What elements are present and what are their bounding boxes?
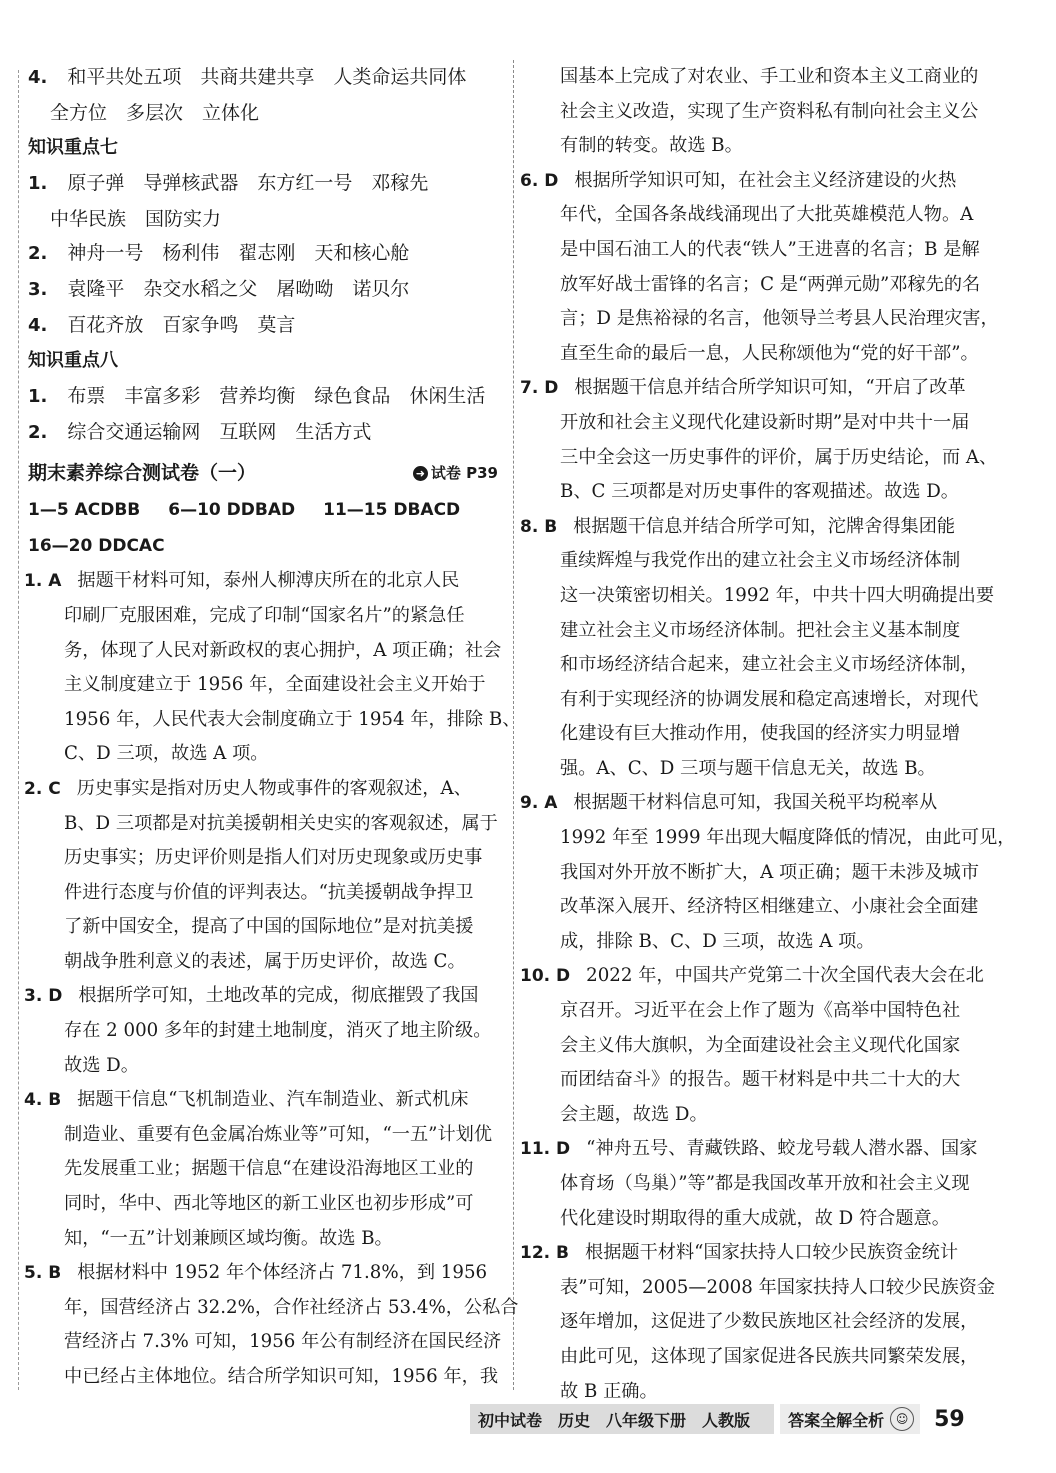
explanation-line: 体育场（鸟巢）”等”都是我国改革开放和社会主义现 bbox=[560, 1173, 970, 1194]
explanation-line bbox=[24, 1083, 508, 1118]
binding-margin bbox=[0, 60, 14, 1380]
answer-number: 9. A bbox=[520, 793, 558, 814]
choice-answer-row bbox=[28, 492, 508, 528]
answer-line bbox=[28, 272, 508, 308]
item-number: 1. bbox=[28, 173, 48, 195]
left-column bbox=[24, 60, 521, 1395]
explanation-line: B、C 三项都是对历史事件的客观描述。故选 D。 bbox=[560, 481, 959, 503]
choice-answer-group: 1—5 ACDBB bbox=[28, 500, 141, 521]
footer-tag-box bbox=[780, 1404, 920, 1434]
explanation-text: 根据题干材料“国家扶持人口较少民族资金统计 bbox=[585, 1242, 959, 1264]
page-footer bbox=[470, 1402, 1010, 1436]
explanation-line: 有制的转变。故选 B。 bbox=[560, 135, 743, 157]
answer-number: 10. D bbox=[520, 966, 571, 987]
explanation-line bbox=[520, 786, 1004, 821]
explanation-line: 年，国营经济占 32.2%，合作社经济占 53.4%，公私合 bbox=[64, 1296, 519, 1318]
footer-item: 八年级下册 bbox=[606, 1410, 687, 1430]
choice-answer-row bbox=[28, 528, 508, 564]
explanation-line: 社会主义改造，实现了生产资料私有制向社会主义公 bbox=[560, 100, 979, 122]
explanation-line: C、D 三项，故选 A 项。 bbox=[64, 743, 269, 765]
section-heading: 知识重点七 bbox=[28, 137, 118, 159]
item-number: 4. bbox=[28, 314, 48, 336]
choice-answer-group: 6—10 DDBAD bbox=[168, 500, 296, 521]
explanation-line: 重续辉煌与我党作出的建立社会主义市场经济体制 bbox=[560, 550, 961, 572]
explanation-line: 朝战争胜利意义的表述，属于历史评价，故选 C。 bbox=[64, 950, 466, 972]
answer-number: 7. D bbox=[520, 378, 559, 399]
mascot-icon: ☺ bbox=[890, 1407, 914, 1431]
answer-line bbox=[28, 379, 508, 415]
explanation-line bbox=[24, 772, 508, 807]
answer-explanation bbox=[24, 772, 508, 980]
answer-explanation bbox=[520, 1132, 1004, 1236]
explanation-line bbox=[520, 371, 1004, 406]
answer-line-continued: 全方位 多层次 立体化 bbox=[50, 101, 260, 124]
explanation-line: 建立社会主义市场经济体制。把社会主义基本制度 bbox=[560, 619, 961, 641]
explanation-line: 年代，全国各条战线涌现出了大批英雄模范人物。A bbox=[560, 204, 974, 226]
explanation-text: 根据所学可知，土地改革的完成，彻底摧毁了我国 bbox=[78, 985, 479, 1007]
explanation-text: 根据题干信息并结合所学知识可知，“开启了改革 bbox=[574, 377, 966, 399]
exam-page-ref bbox=[413, 454, 498, 492]
explanation-line: 改革深入展开、经济特区相继建立、小康社会全面建 bbox=[560, 896, 979, 918]
page-number: 59 bbox=[934, 1406, 965, 1432]
item-number: 3. bbox=[28, 278, 48, 300]
explanation-line: 国基本上完成了对农业、手工业和资本主义工商业的 bbox=[560, 66, 979, 87]
answer-line bbox=[28, 60, 508, 96]
explanation-line: 逐年增加，这促进了少数民族地区社会经济的发展， bbox=[560, 1311, 979, 1333]
explanation-text: 2022 年，中国共产党第二十次全国代表大会在北 bbox=[586, 965, 984, 987]
explanation-line: 印刷厂克服困难，完成了印制“国家名片”的紧急任 bbox=[64, 604, 465, 626]
explanation-line: 先发展重工业；据题干信息“在建设沿海地区工业的 bbox=[64, 1158, 474, 1180]
exam-ref-text: 试卷 P39 bbox=[430, 464, 498, 483]
explanation-line bbox=[520, 164, 1004, 199]
item-text: 神舟一号 杨利伟 翟志刚 天和核心舱 bbox=[67, 242, 410, 265]
item-text: 布票 丰富多彩 营养均衡 绿色食品 休闲生活 bbox=[67, 385, 486, 408]
explanation-text: 根据题干信息并结合所学可知，沱牌舍得集团能 bbox=[573, 515, 956, 537]
answer-line bbox=[28, 236, 508, 272]
footer-item: 初中试卷 bbox=[478, 1410, 543, 1430]
item-text: 百花齐放 百家争鸣 莫言 bbox=[67, 313, 296, 336]
explanation-line bbox=[24, 564, 508, 599]
explanation-text: 历史事实是指对历史人物或事件的客观叙述，A、 bbox=[76, 777, 472, 799]
right-column bbox=[520, 60, 1016, 1409]
explanation-line: 故选 D。 bbox=[64, 1054, 139, 1076]
item-text: 原子弹 导弹核武器 东方红一号 邓稼先 bbox=[67, 172, 429, 195]
exam-title: 期末素养综合测试卷（一） bbox=[28, 462, 257, 485]
answer-explanation bbox=[520, 510, 1004, 787]
answer-number: 11. D bbox=[520, 1139, 571, 1160]
footer-item: 人教版 bbox=[702, 1410, 751, 1430]
explanation-line bbox=[520, 1132, 1004, 1167]
answer-explanation bbox=[24, 1256, 519, 1394]
explanation-line: 强。A、C、D 三项与题干信息无关，故选 B。 bbox=[560, 757, 936, 779]
footer-item: 历史 bbox=[558, 1410, 591, 1430]
item-number: 2. bbox=[28, 243, 48, 265]
explanation-line bbox=[520, 510, 1004, 545]
explanation-line: 同时，华中、西北等地区的新工业区也初步形成”可 bbox=[64, 1193, 474, 1215]
explanation-line: 有利于实现经济的协调发展和稳定高速增长，对现代 bbox=[560, 688, 979, 710]
explanation-line: 化建设有巨大推动作用，使我国的经济实力明显增 bbox=[560, 723, 961, 745]
arrow-icon: ➜ bbox=[413, 466, 428, 481]
explanation-line bbox=[24, 979, 508, 1014]
footer-tag: 答案全解全析 bbox=[788, 1410, 885, 1430]
explanation-line: 由此可见，这体现了国家促进各民族共同繁荣发展， bbox=[560, 1345, 979, 1367]
explanation-text: “神舟五号、青藏铁路、蛟龙号载人潜水器、国家 bbox=[586, 1138, 978, 1160]
item-text: 袁隆平 杂交水稻之父 屠呦呦 诺贝尔 bbox=[67, 277, 410, 300]
answer-number: 6. D bbox=[520, 170, 559, 191]
gutter-divider bbox=[18, 70, 19, 1390]
explanation-line: 和市场经济结合起来，建立社会主义市场经济体制， bbox=[560, 654, 979, 676]
explanation-text: 据题干信息“飞机制造业、汽车制造业、新式机床 bbox=[77, 1089, 469, 1111]
explanation-line: 中已经占主体地位。结合所学知识可知，1956 年，我 bbox=[64, 1366, 499, 1387]
explanation-line: 营经济占 7.3% 可知，1956 年公有制经济在国民经济 bbox=[64, 1331, 502, 1353]
item-number: 1. bbox=[28, 386, 48, 408]
explanation-line: 主义制度建立于 1956 年，全面建设社会主义开始于 bbox=[64, 674, 486, 696]
explanation-line: 了新中国安全，提高了中国的国际地位”是对抗美援 bbox=[64, 916, 474, 938]
choice-answer-group: 16—20 DDCAC bbox=[28, 536, 165, 557]
answer-number: 12. B bbox=[520, 1243, 569, 1264]
explanation-text: 根据材料中 1952 年个体经济占 71.8%，到 1956 bbox=[77, 1262, 488, 1284]
explanation-line: 而团结奋斗》的报告。题干材料是中共二十大的大 bbox=[560, 1069, 961, 1091]
answer-line bbox=[28, 308, 508, 344]
section-heading: 知识重点八 bbox=[28, 350, 118, 372]
explanation-line: 1956 年，人民代表大会制度确立于 1954 年，排除 B、 bbox=[64, 708, 521, 730]
explanation-line: 言；D 是焦裕禄的名言，他领导兰考县人民治理灾害， bbox=[560, 308, 999, 330]
explanation-line bbox=[520, 959, 1004, 994]
answer-explanation bbox=[24, 564, 521, 772]
answer-explanation bbox=[520, 164, 1004, 372]
answer-number: 2. C bbox=[24, 778, 61, 799]
answer-number: 3. D bbox=[24, 986, 63, 1007]
answer-explanation bbox=[24, 979, 508, 1083]
explanation-text: 根据所学知识可知，在社会主义经济建设的火热 bbox=[574, 169, 957, 191]
answer-line bbox=[28, 415, 508, 451]
footer-book-info bbox=[470, 1404, 774, 1434]
answer-explanation bbox=[520, 1236, 1004, 1409]
item-text: 综合交通运输网 互联网 生活方式 bbox=[67, 420, 372, 443]
answer-number: 8. B bbox=[520, 516, 558, 537]
explanation-line: 知，“一五”计划兼顾区域均衡。故选 B。 bbox=[64, 1227, 393, 1249]
answer-line bbox=[28, 166, 508, 202]
exam-heading bbox=[28, 454, 508, 492]
explanation-line: 我国对外开放不断扩大，A 项正确；题干未涉及城市 bbox=[560, 861, 980, 883]
explanation-line: 会主题，故选 D。 bbox=[560, 1103, 708, 1125]
answer-explanation bbox=[520, 786, 1016, 959]
explanation-line: 代化建设时期取得的重大成就，故 D 符合题意。 bbox=[560, 1207, 950, 1229]
explanation-line: 放军好战士雷锋的名言；C 是“两弹元勋”邓稼先的名 bbox=[560, 273, 981, 295]
explanation-line: 存在 2 000 多年的封建土地制度，消灭了地主阶级。 bbox=[64, 1020, 492, 1042]
explanation-line: 制造业、重要有色金属冶炼业等”可知，“一五”计划优 bbox=[64, 1123, 493, 1145]
explanation-line: B、D 三项都是对抗美援朝相关史实的客观叙述，属于 bbox=[64, 812, 498, 834]
explanation-line: 1992 年至 1999 年出现大幅度降低的情况，由此可见， bbox=[560, 827, 1016, 849]
answer-explanation bbox=[520, 959, 1004, 1132]
explanation-line: 京召开。习近平在会上作了题为《高举中国特色社 bbox=[560, 1000, 961, 1022]
explanation-text: 据题干材料可知，泰州人柳溥庆所在的北京人民 bbox=[77, 570, 460, 592]
explanation-line bbox=[24, 1256, 508, 1291]
answer-explanation bbox=[524, 60, 1004, 164]
explanation-line: 会主义伟大旗帜，为全面建设社会主义现代化国家 bbox=[560, 1034, 961, 1056]
item-number: 2. bbox=[28, 421, 48, 443]
answer-explanation bbox=[24, 1083, 508, 1256]
answer-number: 5. B bbox=[24, 1263, 62, 1284]
item-text: 和平共处五项 共商共建共享 人类命运共同体 bbox=[67, 66, 467, 88]
explanation-line: 直至生命的最后一息，人民称颂他为“党的好干部”。 bbox=[560, 342, 979, 364]
explanation-line: 务，体现了人民对新政权的衷心拥护，A 项正确；社会 bbox=[64, 639, 502, 661]
answer-number: 1. A bbox=[24, 571, 62, 592]
explanation-line: 成，排除 B、C、D 三项，故选 A 项。 bbox=[560, 930, 875, 952]
answer-line-continued: 中华民族 国防实力 bbox=[50, 207, 222, 230]
explanation-line: 这一决策密切相关。1992 年，中共十四大明确提出要 bbox=[560, 584, 995, 606]
explanation-line bbox=[520, 1236, 1004, 1271]
explanation-line: 是中国石油工人的代表“铁人”王进喜的名言；B 是解 bbox=[560, 238, 980, 260]
choice-answer-group: 11—15 DBACD bbox=[323, 500, 461, 521]
explanation-text: 根据题干材料信息可知，我国关税平均税率从 bbox=[573, 792, 938, 814]
explanation-line: 开放和社会主义现代化建设新时期”是对中共十一届 bbox=[560, 411, 970, 433]
answer-number: 4. B bbox=[24, 1090, 62, 1111]
item-number: 4. bbox=[28, 67, 48, 88]
explanation-line: 件进行态度与价值的评判表达。“抗美援朝战争捍卫 bbox=[64, 881, 474, 903]
answer-explanation bbox=[520, 371, 1004, 509]
explanation-line: 历史事实；历史评价则是指人们对历史现象或历史事 bbox=[64, 847, 483, 869]
explanation-line: 三中全会这一历史事件的评价，属于历史结论，而 A、 bbox=[560, 446, 998, 468]
explanation-line: 故 B 正确。 bbox=[560, 1380, 658, 1402]
explanation-line: 表”可知，2005—2008 年国家扶持人口较少民族资金 bbox=[560, 1276, 996, 1298]
